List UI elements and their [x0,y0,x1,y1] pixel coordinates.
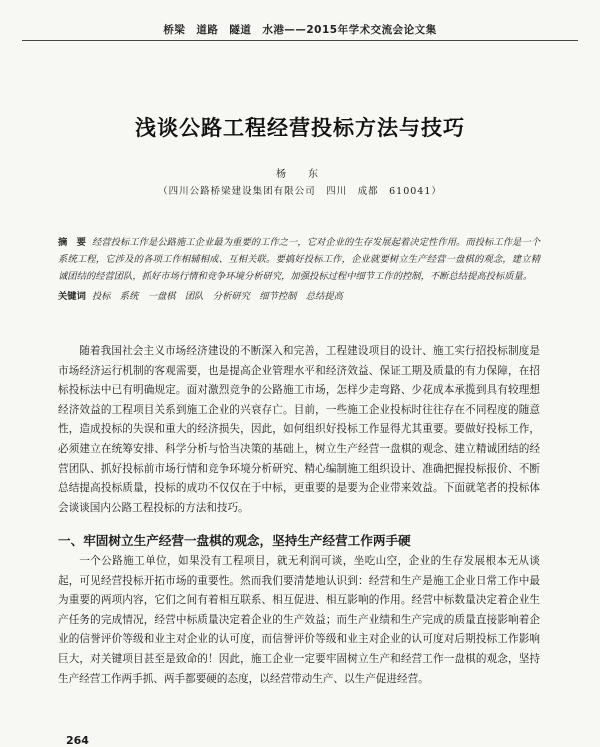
page-number: 264 [66,734,89,747]
header-rule [22,40,578,41]
abstract-label: 摘 要 [58,237,87,248]
running-header: 桥梁 道路 隧道 水港——2015年学术交流会论文集 [163,24,437,36]
keywords-label: 关键词 [58,291,86,302]
author-affiliation: （四川公路桥梁建设集团有限公司 四川 成都 610041） [158,186,442,197]
article-title: 浅谈公路工程经营投标方法与技巧 [135,116,465,140]
abstract [58,234,540,285]
keywords-text: 投标 系统 一盘棋 团队 分析研究 细节控制 总结提高 [91,291,343,302]
abstract-text: 经营投标工作是公路施工企业最为重要的工作之一，它对企业的生存发展起着决定性作用。而投标工作是一个系统工程，它涉及的各项工作相辅相成、互相关联。要搞好投标工作，企业就要树立生产经营一盘棋的观念，建立精诚团结的经营团队，抓好市场行情和竞争环境分析研究，加强投标过程中细节工作的控制，不断总结提高投标质量。 [58,237,540,282]
section-paragraph: 一个公路施工单位，如果没有工程项目，就无利润可谈，坐吃山空，企业的生存发展根本无从谈起，可见经营投标开拓市场的重要性。然而我们要清楚地认识到：经营和生产是施工企业日常工作中最为重要的两项内容，它们之间有着相互联系、相互促进、相互影响的作用。经营中标数量决定着企业生产任务的完成情况，经营中标质量决定着企业的生产效益；而生产业绩和生产完成的质量直接影响着企业的信誉评价等级和业主对企业的认可度，而信誉评价等级和业主对企业的认可度对后期投标工作影响巨大，对关键项目甚至是致命的！因此，施工企业一定要牢固树立生产和经营工作一盘棋的观念，坚持生产经营工作两手抓、两手都要硬的态度，以经营带动生产、以生产促进经营。 [58,555,540,685]
keywords [58,288,540,305]
author-name: 杨 东 [276,169,324,180]
intro-paragraph: 随着我国社会主义市场经济建设的不断深入和完善，工程建设项目的设计、施工实行招投标制度是市场经济运行机制的客观需要，也是提高企业管理水平和经济效益、保证工期及质量的有力保障，在招标投标法中已有明确规定。面对激烈竞争的公路施工市场，怎样少走弯路、少花成本承揽到具有较理想经济效益的工程项目关系到施工企业的兴衰存亡。目前，一些施工企业投标时往往存在不同程度的随意性，造成投标的失误和重大的经济损失，因此，如何组织好投标工作显得尤其重要。要做好投标工作，必须建立在统筹安排、科学分析与恰当决策的基础上，树立生产经营一盘棋的观念、建立精诚团结的经营团队、抓好投标前市场行情和竞争环境分析研究、精心编制施工组织设计、准确把握投标报价、不断总结提高投标质量，投标的成功不仅仅在于中标，更重要的是要为企业带来效益。下面就笔者的投标体会谈谈国内公路工程投标的方法和技巧。 [58,345,540,514]
section-heading: 一、牢固树立生产经营一盘棋的观念，坚持生产经营工作两手硬 [58,533,411,548]
